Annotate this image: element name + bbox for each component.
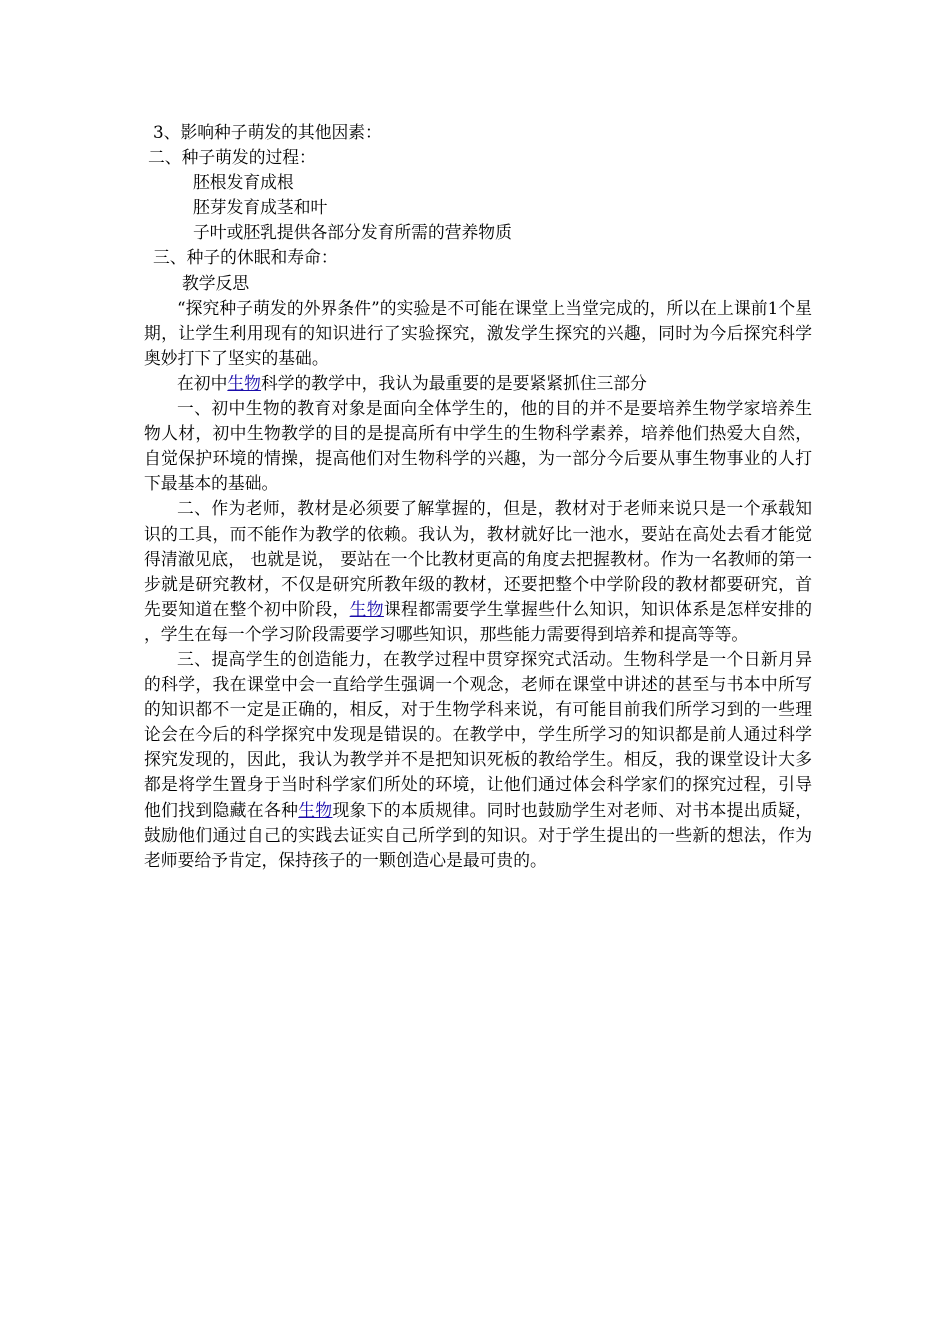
- paragraph-5-text-before: 三、提高学生的创造能力，在教学过程中贯穿探究式活动。生物科学是一个日新月异的科学，我在课堂中会一直给学生强调一个观念，老师在课堂中讲述的甚至与书本中所写的知识都不一定是正确的，相反，对于生物学科来说，有可能目前我们所学习到的一些理论会在今后的科学探究中发现是错误的。在教学中，学生所学习的知识都是前人通过科学探究发现的，因此，我认为教学并不是把知识死板的教给学生。相反，我的课堂设计大多都是将学生置身于当时科学家们所处的环境，让他们通过体会科学家们的探究过程，引导他们找到隐藏在各种: [144, 648, 812, 820]
- outline-section-3: 三、种子的休眠和寿命：: [153, 247, 338, 268]
- biology-link-3[interactable]: 生物: [298, 799, 333, 820]
- reflection-paragraph-1: “探究种子萌发的外界条件”的实验是不可能在课堂上当堂完成的，所以在上课前1个星期，让学生利用现有的知识进行了实验探究，激发学生探究的兴趣，同时为今后探究科学奥妙打下了坚实的基础。: [144, 297, 812, 368]
- reflection-heading: 教学反思: [182, 272, 250, 293]
- paragraph-2-text-before: 在初中: [177, 372, 228, 393]
- reflection-paragraph-3: 一、初中生物的教育对象是面向全体学生的，他的目的并不是要培养生物学家培养生物人材，初中生物教学的目的是提高所有中学生的生物科学素养，培养他们热爱大自然，自觉保护环境的情操，提高他们对生物科学的兴趣，为一部分今后要从事生物事业的人打下最基本的基础。: [144, 398, 812, 494]
- outline-item-3: 3、影响种子萌发的其他因素：: [153, 122, 382, 142]
- outline-step-1: 胚根发育成根: [193, 172, 294, 193]
- paragraph-4-text-after: 课程都需要学生掌握些什么知识，知识体系是怎样安排的，学生在每一个学习阶段需要学习哪些知识，那些能力需要得到培养和提高等等。: [144, 598, 812, 644]
- biology-link-1[interactable]: 生物: [227, 372, 261, 393]
- reflection-paragraph-4: [144, 496, 812, 647]
- reflection-paragraph-5: [144, 647, 812, 873]
- outline-step-3: 子叶或胚乳提供各部分发育所需的营养物质: [193, 222, 512, 243]
- biology-link-2[interactable]: 生物: [349, 598, 384, 619]
- paragraph-5-text-after: 现象下的本质规律。同时也鼓励学生对老师、对书本提出质疑，鼓励他们通过自己的实践去证实自己所学到的知识。对于学生提出的一些新的想法，作为老师要给予肯定，保持孩子的一颗创造心是最可贵的。: [144, 799, 812, 870]
- paragraph-2-text-after: 科学的教学中，我认为最重要的是要紧紧抓住三部分: [260, 372, 647, 393]
- outline-step-2: 胚芽发育成茎和叶: [193, 197, 328, 218]
- paragraph-4-text-before: 二、作为老师，教材是必须要了解掌握的，但是，教材对于老师来说只是一个承载知识的工具，而不能作为教学的依赖。我认为，教材就好比一池水，要站在高处去看才能觉得清澈见底， 也就是说， 要站在一个比教材更高的角度去把握教材。作为一名教师的第一步就是研究教材，不仅是研究所教年级的教材，还要把整个中学阶段的教材都要研究，首先要知道在整个初中阶段，: [144, 498, 812, 619]
- reflection-paragraph-2: [144, 371, 812, 396]
- document-page: [144, 120, 812, 873]
- outline-section-2: 二、种子萌发的过程：: [148, 147, 316, 168]
